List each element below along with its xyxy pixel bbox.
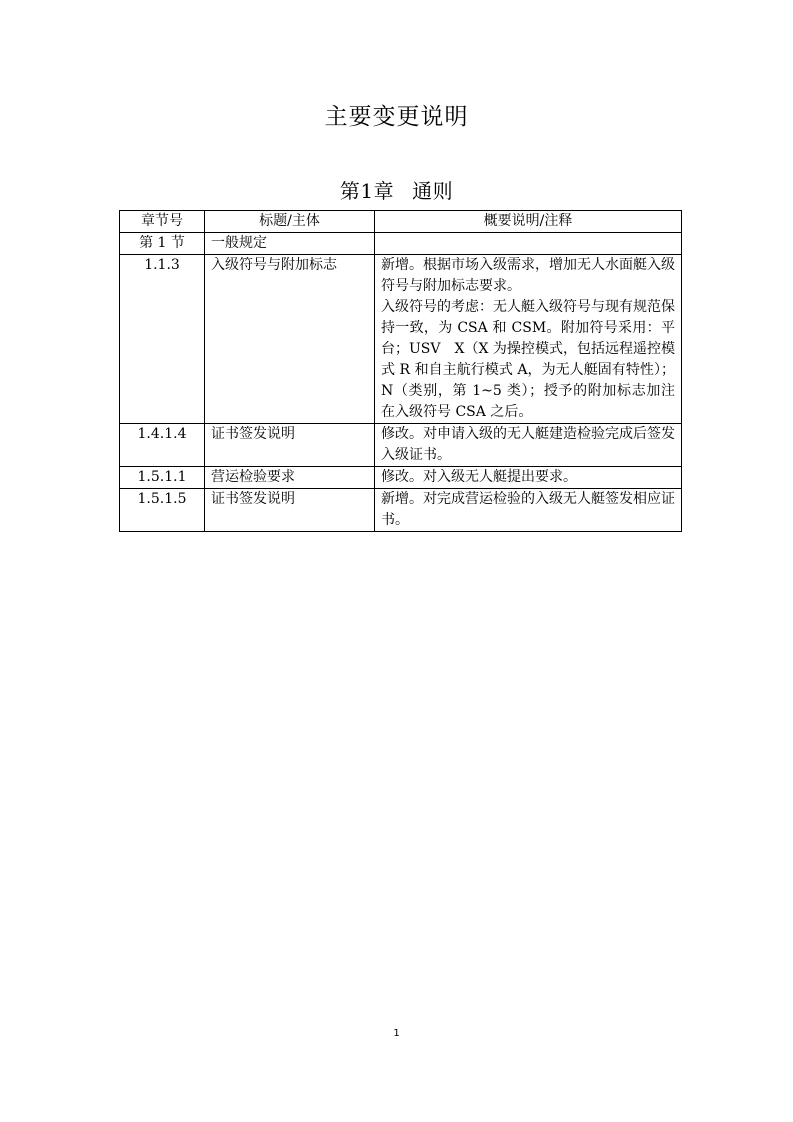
description-cell (375, 489, 682, 532)
title-cell: 入级符号与附加标志 (205, 255, 375, 424)
header-section: 章节号 (120, 211, 205, 233)
title-cell: 证书签发说明 (205, 424, 375, 467)
table-row (120, 424, 682, 467)
section-cell: 1.1.3 (120, 255, 205, 424)
description-paragraph: 修改。对入级无人艇提出要求。 (381, 469, 577, 485)
chapter-name: 通则 (412, 179, 454, 203)
table-header-row (120, 211, 682, 233)
header-description: 概要说明/注释 (375, 211, 682, 233)
table-row (120, 233, 682, 255)
description-cell (375, 467, 682, 489)
table-row (120, 489, 682, 532)
description-paragraph: 修改。对申请入级的无人艇建造检验完成后签发入级证书。 (381, 426, 675, 463)
section-cell: 第 1 节 (120, 233, 205, 255)
table-row (120, 467, 682, 489)
description-paragraph: 新增。对完成营运检验的入级无人艇签发相应证书。 (381, 491, 675, 528)
table-row (120, 255, 682, 424)
title-cell: 营运检验要求 (205, 467, 375, 489)
description-cell (375, 424, 682, 467)
description-cell (375, 255, 682, 424)
page-number: 1 (393, 1028, 400, 1039)
description-paragraph: 新增。根据市场入级需求，增加无人水面艇入级符号与附加标志要求。 (381, 257, 675, 294)
title-cell: 一般规定 (205, 233, 375, 255)
section-cell: 1.5.1.1 (120, 467, 205, 489)
header-title: 标题/主体 (205, 211, 375, 233)
chapter-heading (0, 175, 793, 204)
description-paragraph: 入级符号的考虑：无人艇入级符号与现有规范保持一致，为 CSA 和 CSM。附加符号采用：平台；USV X（X 为操控模式，包括远程遥控模式 R 和自主航行模式 A，为无人艇固有特性）；N（类别，第 1~5 类）；授予的附加标志加注在入级符号 CSA 之后。 (381, 299, 675, 420)
chapter-number: 第1章 (339, 179, 395, 203)
title-cell: 证书签发说明 (205, 489, 375, 532)
changes-table (119, 210, 682, 532)
section-cell: 1.4.1.4 (120, 424, 205, 467)
description-cell (375, 233, 682, 255)
document-title: 主要变更说明 (324, 104, 469, 130)
section-cell: 1.5.1.5 (120, 489, 205, 532)
